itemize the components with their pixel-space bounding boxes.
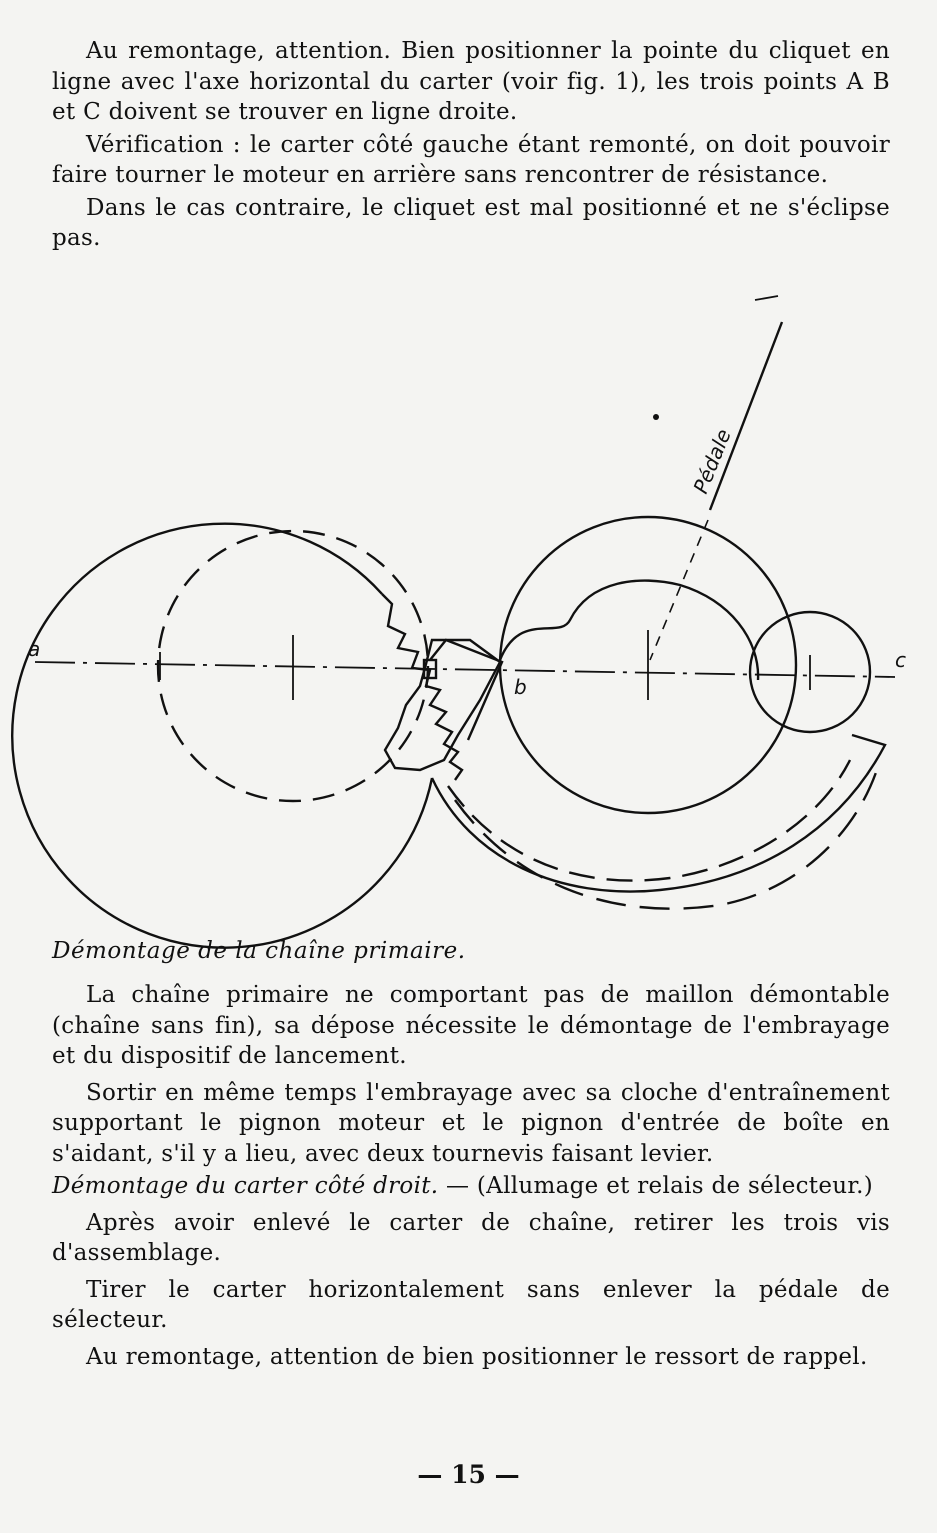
page-number: — 15 — <box>417 1460 520 1489</box>
section1-text <box>52 980 890 1372</box>
section2-paragraph-3: Au remontage, attention de bien positionner le ressort de rappel. <box>86 1343 868 1370</box>
gear-teeth <box>382 594 462 780</box>
section2-paragraph-1: Après avoir enlevé le carter de chaîne, retirer les trois vis d'assemblage. <box>52 1209 890 1266</box>
intro-paragraph-2: Vérification : le carter côté gauche étant remonté, on doit pouvoir faire tourner le moteur en arrière sans rencontrer de résistance. <box>52 131 890 188</box>
section-heading-chaine: Démontage de la chaîne primaire. <box>52 938 466 964</box>
section-heading-carter: Démontage du carter côté droit. <box>52 1173 439 1199</box>
dashed-arc-2 <box>455 760 880 909</box>
dashed-arc-1 <box>448 760 850 881</box>
label-pedale: Pédale <box>688 425 736 497</box>
section1-paragraph-2: Sortir en même temps l'embrayage avec sa cloche d'entraînement supportant le pignon moteur et le pignon d'entrée de boîte en s'aidant, s'il y a lieu, avec deux tournevis faisant levier. <box>52 1079 890 1167</box>
label-a: a <box>28 637 41 661</box>
center-axis <box>35 662 895 677</box>
left-gear-outline <box>12 524 432 948</box>
section2-heading-line <box>52 1171 890 1202</box>
label-c: c <box>895 648 906 672</box>
pedale-line <box>710 322 782 510</box>
section1-paragraph-1: La chaîne primaire ne comportant pas de maillon démontable (chaîne sans fin), sa dépose nécessite le démontage de l'embrayage et du dispositif de lancement. <box>52 982 890 1069</box>
section-heading-carter-rest: — (Allumage et relais de sélecteur.) <box>438 1173 874 1199</box>
intro-paragraph-3: Dans le cas contraire, le cliquet est mal positionné et ne s'éclipse pas. <box>52 194 890 251</box>
pedale-line-dashed <box>650 520 708 660</box>
bridge-curve <box>500 581 758 680</box>
intro-paragraph-1: Au remontage, attention. Bien positionner la pointe du cliquet en ligne avec l'axe horizontal du carter (voir fig. 1), les trois points A B et C doivent se trouver en ligne droite. <box>52 38 890 125</box>
label-b: b <box>514 675 527 699</box>
section2-paragraph-2: Tirer le carter horizontalement sans enlever la pédale de sélecteur. <box>52 1276 890 1333</box>
